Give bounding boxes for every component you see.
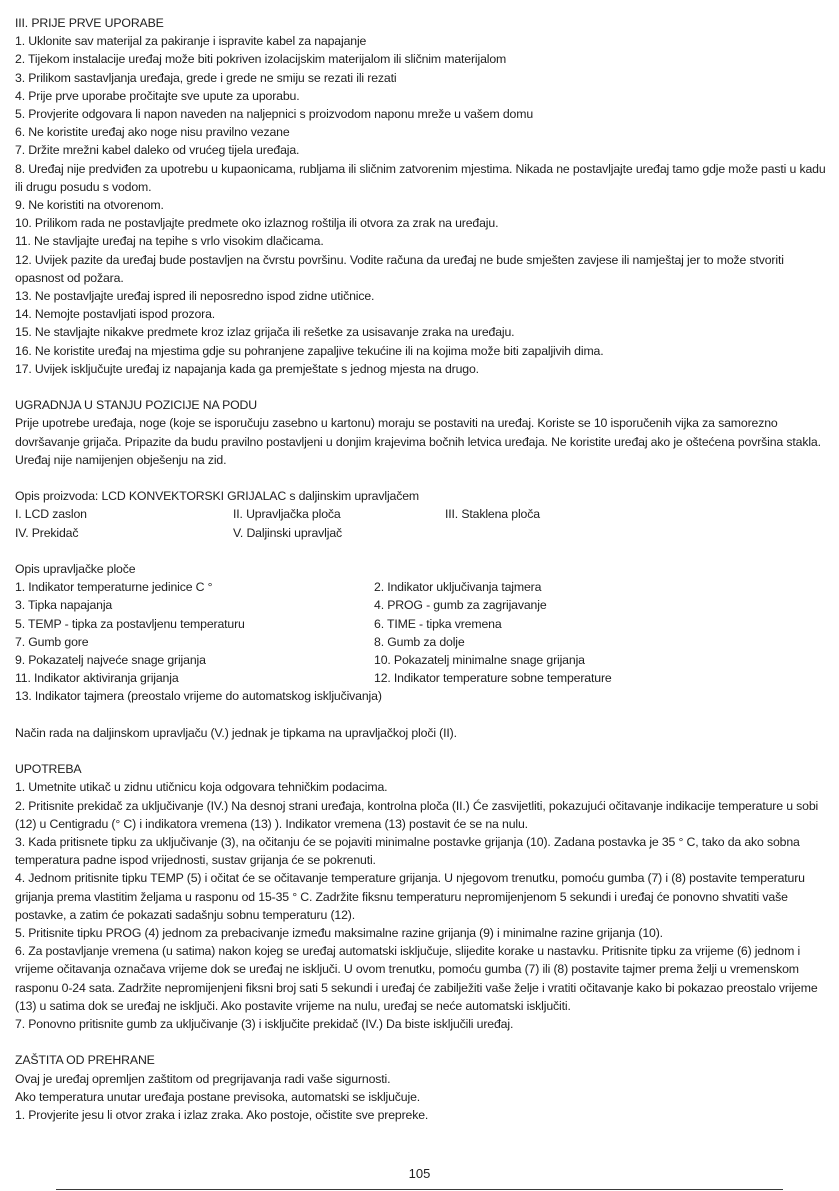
product-parts-row — [15, 505, 827, 523]
list-item: 1. Uklonite sav materijal za pakiranje i ispravite kabel za napajanje — [15, 34, 367, 49]
part-glass-panel: III. Staklena ploča — [445, 507, 540, 522]
panel-item: 2. Indikator uključivanja tajmera — [374, 580, 542, 595]
panel-item: 7. Gumb gore — [15, 634, 89, 649]
document-page — [15, 14, 827, 1124]
page-number: 105 — [408, 1166, 431, 1181]
list-item: 4. Prije prve uporabe pročitajte sve upute za uporabu. — [15, 88, 300, 103]
list-item: 16. Ne koristite uređaj na mjestima gdje su pohranjene zapaljive tekućine ili na kojima može biti zapaljivih dima. — [15, 343, 604, 358]
panel-item: 10. Pokazatelj minimalne snage grijanja — [374, 653, 585, 668]
installation-paragraph: Prije upotrebe uređaja, noge (koje se isporučuju zasebno u kartonu) moraju se postaviti na uređaj. Koriste se 10 isporučenih vijka za samorezno dovršavanje grijača. Pripazite da budu pravilno postavljeni u donjim krajevima bočnih letvica uređaja. Ne koristite uređaj ako je oštećena površina stakla. Uređaj nije namijenjen obješenju na zid. — [15, 416, 821, 467]
list-item: 5. Provjerite odgovara li napon naveden na naljepnici s proizvodom naponu mreže u vašem domu — [15, 107, 534, 122]
spacer — [15, 469, 827, 487]
usage-step: 5. Pritisnite tipku PROG (4) jednom za prebacivanje između maksimalne razine grijanja (9) i minimalne razine grijanja (10). — [15, 926, 663, 941]
control-panel-title: Opis upravljačke ploče — [15, 562, 136, 577]
protection-line: 1. Provjerite jesu li otvor zraka i izlaz zraka. Ako postoje, očistite sve prepreke. — [15, 1108, 429, 1123]
control-panel-row — [15, 615, 827, 633]
list-item: 6. Ne koristite uređaj ako noge nisu pravilno vezane — [15, 125, 290, 140]
section-heading-usage: UPOTREBA — [15, 762, 82, 777]
protection-line: Ako temperatura unutar uređaja postane previsoka, automatski se isključuje. — [15, 1089, 421, 1104]
list-item: 15. Ne stavljajte nikakve predmete kroz izlaz grijača ili rešetke za usisavanje zraka na uređaju. — [15, 325, 515, 340]
part-control-panel: II. Upravljačka ploča — [233, 507, 341, 522]
control-panel-row — [15, 669, 827, 687]
section-heading-before-first-use: III. PRIJE PRVE UPORABE — [15, 16, 164, 30]
list-item: 17. Uvijek isključujte uređaj iz napajanja kada ga premještate s jednog mjesta na drugo. — [15, 361, 479, 376]
footer-divider — [56, 1189, 783, 1190]
spacer — [15, 378, 827, 396]
list-item: 3. Prilikom sastavljanja uređaja, grede i grede ne smiju se rezati ili rezati — [15, 70, 397, 85]
panel-item: 4. PROG - gumb za zagrijavanje — [374, 598, 547, 613]
usage-step: 1. Umetnite utikač u zidnu utičnicu koja odgovara tehničkim podacima. — [15, 780, 388, 795]
list-item: 10. Prilikom rada ne postavljajte predmete oko izlaznog roštilja ili otvora za zrak na uređaju. — [15, 216, 499, 231]
spacer — [15, 542, 827, 560]
list-item: 11. Ne stavljajte uređaj na tepihe s vrlo visokim dlačicama. — [15, 234, 324, 249]
usage-step: 6. Za postavljanje vremena (u satima) nakon kojeg se uređaj automatski isključuje, slijedite korake u nastavku. Pritisnite tipku za vrijeme (6) jednom i vrijeme očitavanja označava vrijeme dok se uređaj ne isključi. U ovom trenutku, pomoću gumba (7) ili (8) postavite tajmer prema želji u vremenskom rasponu 0-24 sata. Zadržite nepromijenjeni fiksni broj sati 5 sekundi i uređaj će zabilježiti vaše želje i vratiti očitavanje kako bi pokazao preostalo vrijeme (13) u satima dok se uređaj ne isključi. Ako postavite vrijeme na nulu, uređaj se neće automatski isključiti. — [15, 944, 818, 1013]
list-item: 7. Držite mrežni kabel daleko od vrućeg tijela uređaja. — [15, 143, 300, 158]
control-panel-row — [15, 651, 827, 669]
spacer — [15, 1033, 827, 1051]
section-heading-overheat-protection: ZAŠTITA OD PREHRANE — [15, 1053, 155, 1068]
panel-item: 1. Indikator temperaturne jedinice C ° — [15, 580, 213, 595]
list-item: 9. Ne koristiti na otvorenom. — [15, 198, 164, 213]
usage-step: 3. Kada pritisnete tipku za uključivanje (3), na očitanju će se pojaviti minimalne postavke grijanja (10). Zadana postavka je 35 ° C, tako da ako sobna temperatura padne ispod vrijednosti, sustav grijanja će se pokrenuti. — [15, 835, 800, 868]
remote-control-note: Način rada na daljinskom upravljaču (V.) jednak je tipkama na upravljačkoj ploči (II). — [15, 725, 457, 740]
panel-item: 11. Indikator aktiviranja grijanja — [15, 671, 179, 686]
control-panel-row — [15, 633, 827, 651]
usage-step: 4. Jednom pritisnite tipku TEMP (5) i očitat će se očitavanje temperature grijanja. U njegovom trenutku, pomoću gumba (7) i (8) postavite temperaturu grijanja prema vlastitim željama u rasponu od 15-35 ° C. Zadržite fiksnu temperaturu nepromijenjenom 5 sekundi i uređaj će ponovno shvatiti vaše postavke, a zatim će pokazati sadašnju sobnu temperaturu (12). — [15, 871, 805, 922]
panel-item: 12. Indikator temperature sobne temperature — [374, 671, 612, 686]
list-item: 12. Uvijek pazite da uređaj bude postavljen na čvrstu površinu. Vodite računa da uređaj ne bude smješten zavjese ili namještaj jer to može stvoriti opasnost od požara. — [15, 252, 784, 285]
control-panel-row — [15, 596, 827, 614]
part-lcd-screen: I. LCD zaslon — [15, 507, 87, 522]
part-remote-control: V. Daljinski upravljač — [233, 525, 343, 540]
panel-item: 13. Indikator tajmera (preostalo vrijeme do automatskog isključivanja) — [15, 689, 382, 704]
list-item: 8. Uređaj nije predviđen za upotrebu u kupaonicama, rubljama ili sličnim zatvorenim mjestima. Nikada ne postavljajte uređaj tamo gdje može pasti u kadu ili drugu posudu s vodom. — [15, 161, 826, 194]
usage-step: 7. Ponovno pritisnite gumb za uključivanje (3) i isključite prekidač (IV.) Da biste isključili uređaj. — [15, 1017, 514, 1032]
list-item: 14. Nemojte postavljati ispod prozora. — [15, 307, 216, 322]
list-item: 2. Tijekom instalacije uređaj može biti pokriven izolacijskim materijalom ili sličnim materijalom — [15, 52, 507, 67]
panel-item: 3. Tipka napajanja — [15, 598, 113, 613]
panel-item: 6. TIME - tipka vremena — [374, 616, 502, 631]
spacer — [15, 742, 827, 760]
section-heading-floor-installation: UGRADNJA U STANJU POZICIJE NA PODU — [15, 398, 258, 413]
list-item: 13. Ne postavljajte uređaj ispred ili neposredno ispod zidne utičnice. — [15, 289, 375, 304]
part-switch: IV. Prekidač — [15, 525, 79, 540]
usage-step: 2. Pritisnite prekidač za uključivanje (IV.) Na desnoj strani uređaja, kontrolna ploča (II.) Će zasvijetliti, pokazujući očitavanje indikacije temperature u sobi (12) u Centigradu (° C) i indikatora vremena (13) ). Indikator vremena (13) postavit će se na nulu. — [15, 798, 819, 831]
product-description-title: Opis proizvoda: LCD KONVEKTORSKI GRIJALAC s daljinskim upravljačem — [15, 489, 420, 504]
product-parts-row — [15, 524, 827, 542]
panel-item: 8. Gumb za dolje — [374, 634, 465, 649]
panel-item: 9. Pokazatelj najveće snage grijanja — [15, 653, 206, 668]
protection-line: Ovaj je uređaj opremljen zaštitom od pregrijavanja radi vaše sigurnosti. — [15, 1071, 391, 1086]
spacer — [15, 706, 827, 724]
control-panel-row — [15, 578, 827, 596]
panel-item: 5. TEMP - tipka za postavljenu temperaturu — [15, 616, 245, 631]
